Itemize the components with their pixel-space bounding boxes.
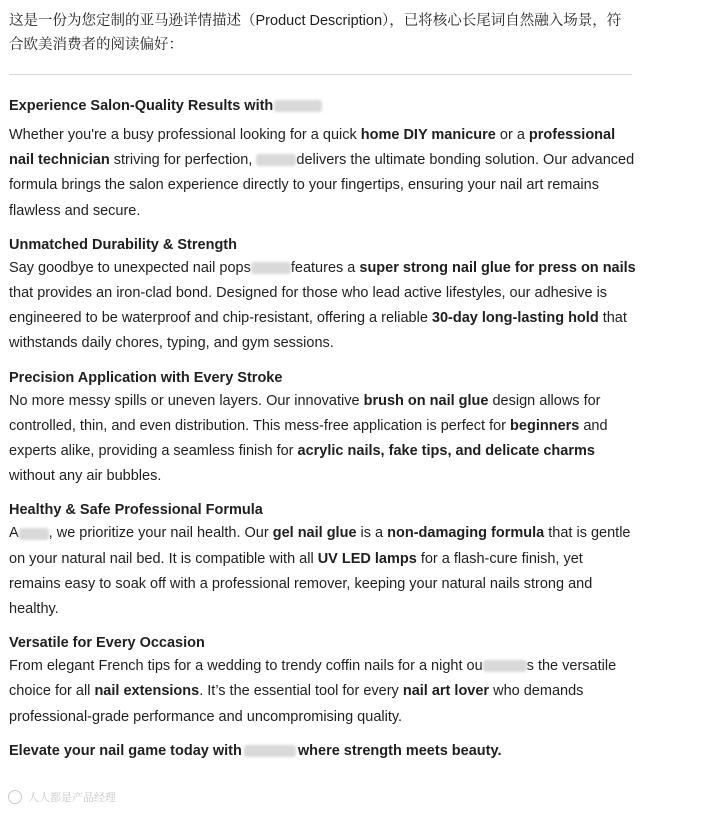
body-text: No more messy spills or uneven layers. Our innovative bbox=[9, 392, 364, 409]
body-text: or a bbox=[495, 127, 529, 143]
keyword-bold: home DIY manicure bbox=[360, 127, 496, 143]
keyword-bold: 30-day long-lasting hold bbox=[431, 310, 599, 327]
body-text: is a bbox=[356, 525, 388, 542]
section-title: Experience Salon-Quality Results with bbox=[9, 98, 274, 114]
body-text: delivers the ultimate bonding solution. Our advanced formula brings the salon experience directly to your fingertips, ensuring your nail art remains flawless and secure. bbox=[9, 152, 635, 219]
section-title: Precision Application with Every Stroke bbox=[9, 369, 283, 386]
body-text: s the versatile choice for all bbox=[9, 658, 617, 700]
keyword-bold: professional nail technician bbox=[9, 127, 616, 169]
body-text: and experts alike, providing a seamless finish for bbox=[9, 417, 608, 460]
redacted-brand bbox=[19, 528, 49, 540]
keyword-bold: nail extensions bbox=[94, 683, 200, 700]
body-text: without any air bubbles. bbox=[9, 468, 162, 485]
watermark-text: 人人都是产品经理 bbox=[28, 792, 116, 804]
watermark-logo-icon bbox=[8, 790, 22, 804]
keyword-bold: beginners bbox=[510, 417, 580, 434]
intro-text bbox=[9, 9, 635, 57]
body-text: From elegant French tips for a wedding to trendy coffin nails for a night ou bbox=[9, 658, 483, 675]
body-text: design allows for controlled, thin, and even distribution. This mess-free application is perfect for bbox=[9, 392, 601, 434]
body-text: . It’s the essential tool for every bbox=[199, 683, 403, 700]
section-title-row bbox=[9, 95, 637, 117]
redacted-brand bbox=[483, 660, 527, 672]
keyword-bold: gel nail glue bbox=[272, 525, 357, 542]
closing-text-after: where strength meets beauty. bbox=[297, 742, 502, 759]
keyword-bold: non-damaging formula bbox=[387, 525, 545, 542]
redacted-brand bbox=[274, 100, 322, 112]
divider bbox=[9, 74, 632, 75]
body-text: , we prioritize your nail health. Our bbox=[48, 525, 273, 542]
body-text: Say goodbye to unexpected nail pops bbox=[9, 259, 251, 276]
redacted-brand bbox=[251, 262, 291, 274]
body-text: A bbox=[9, 525, 19, 542]
section-body bbox=[9, 389, 637, 490]
keyword-bold: brush on nail glue bbox=[363, 392, 489, 409]
section-body bbox=[9, 256, 637, 357]
redacted-brand bbox=[244, 745, 296, 757]
redacted-brand bbox=[256, 154, 296, 166]
body-text: striving for perfection, bbox=[109, 152, 257, 169]
body-text: who demands professional-grade performance and uncompromising quality. bbox=[9, 683, 584, 725]
closing-text-before: Elevate your nail game today with bbox=[9, 742, 242, 759]
keyword-bold: UV LED lamps bbox=[317, 550, 417, 567]
watermark bbox=[8, 789, 116, 805]
body-text: that is gentle on your natural nail bed. It is compatible with all bbox=[9, 525, 631, 567]
keyword-bold: acrylic nails, fake tips, and delicate charms bbox=[297, 443, 595, 460]
body-text: Whether you're a busy professional looking for a quick bbox=[9, 127, 361, 143]
intro-line-2: 合欧美消费者的阅读偏好： bbox=[9, 37, 183, 53]
keyword-bold: super strong nail glue for press on nails bbox=[359, 259, 636, 276]
section-title: Versatile for Every Occasion bbox=[9, 635, 205, 652]
section-body bbox=[9, 654, 637, 730]
product-description bbox=[9, 95, 637, 762]
keyword-bold: nail art lover bbox=[402, 683, 490, 700]
body-text: that withstands daily chores, typing, and gym sessions. bbox=[9, 310, 627, 352]
section-body bbox=[9, 123, 637, 224]
body-text: features a bbox=[290, 259, 360, 276]
section-title: Unmatched Durability & Strength bbox=[9, 236, 237, 253]
body-text: that provides an iron-clad bond. Designed for those who lead active lifestyles, our adhesive is engineered to be waterproof and chip-resistant, offering a reliable bbox=[9, 285, 608, 327]
intro-line-1: 这是一份为您定制的亚马逊详情描述（Product Description），已将核心长尾词自然融入场景，符 bbox=[9, 13, 622, 29]
closing-line bbox=[9, 740, 637, 762]
body-text: for a flash-cure finish, yet remains easy to soak off with a professional remover, keeping your natural nails strong and healthy. bbox=[9, 550, 593, 618]
section-title: Healthy & Safe Professional Formula bbox=[9, 502, 263, 519]
section-body bbox=[9, 521, 637, 622]
